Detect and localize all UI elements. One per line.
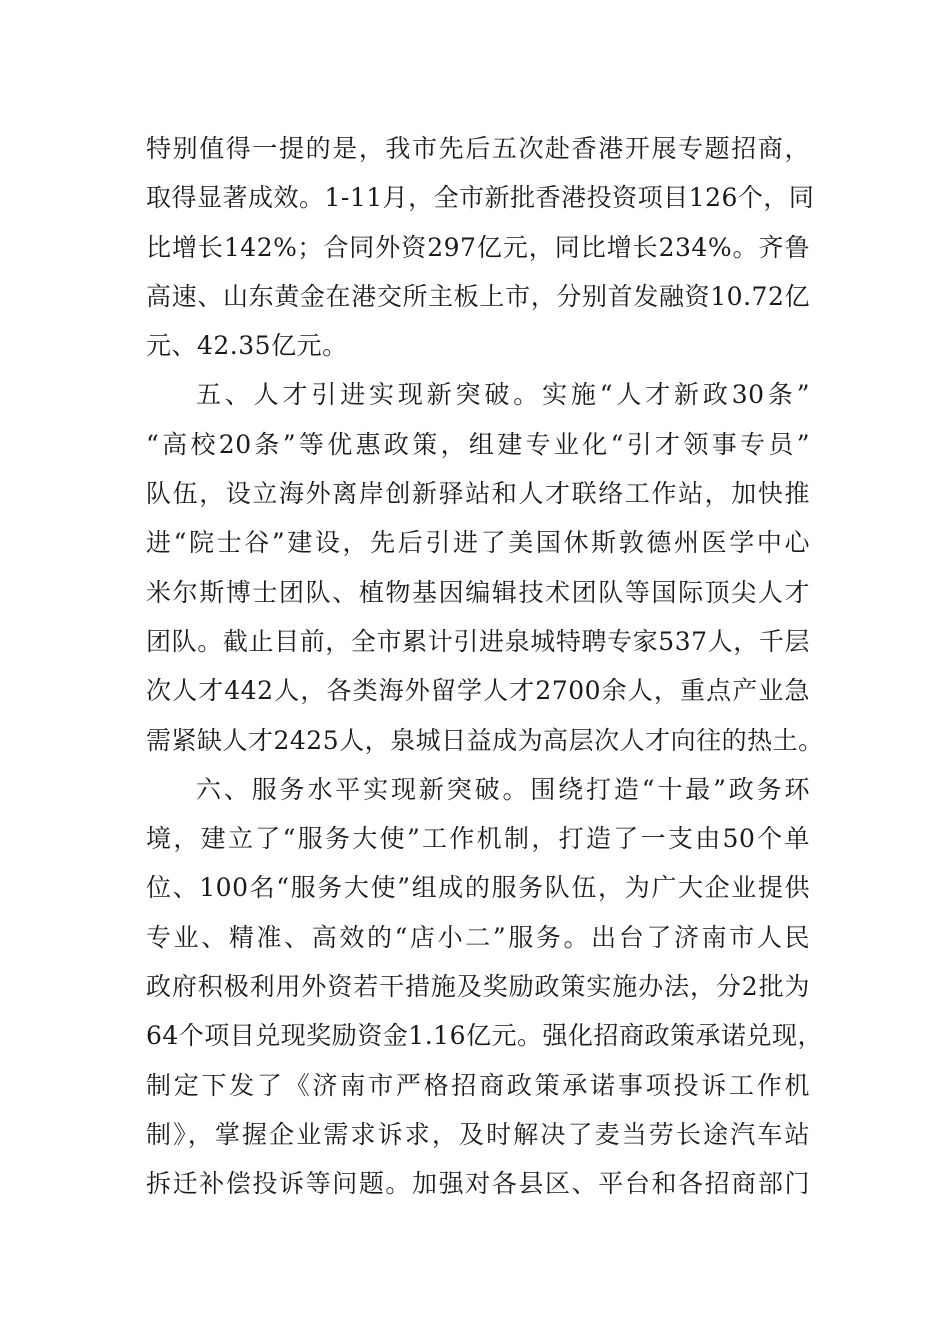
text-line: 米尔斯博士团队、植物基因编辑技术团队等国际顶尖人才 bbox=[146, 577, 810, 607]
text-line: 特别值得一提的是，我市先后五次赴香港开展专题招商， bbox=[146, 134, 810, 163]
document-body bbox=[146, 124, 824, 1209]
text-line: 位、100名“服务大使”组成的服务队伍，为广大企业提供 bbox=[146, 873, 810, 903]
text-line: 64个项目兑现奖励资金1.16亿元。强化招商政策承诺兑现， bbox=[146, 1021, 823, 1051]
text-line: 团队。截止目前，全市累计引进泉城特聘专家537人，千层 bbox=[146, 626, 810, 656]
paragraph-service bbox=[146, 765, 823, 1209]
text-line: 境，建立了“服务大使”工作机制，打造了一支由50个单 bbox=[146, 824, 810, 854]
text-line: 需紧缺人才2425人，泉城日益成为高层次人才向往的热土。 bbox=[146, 725, 824, 755]
text-line: “高校20条”等优惠政策，组建专业化“引才领事专员” bbox=[146, 429, 810, 459]
text-line: 取得显著成效。1-11月，全市新批香港投资项目126个，同 bbox=[146, 183, 815, 213]
paragraph-hk-investment bbox=[146, 124, 815, 370]
text-line: 专业、精准、高效的“店小二”服务。出台了济南市人民 bbox=[146, 922, 810, 952]
text-line: 比增长142%；合同外资297亿元，同比增长234%。齐鲁 bbox=[146, 232, 810, 262]
paragraph-talent bbox=[146, 370, 824, 764]
text-line: 元、42.35亿元。 bbox=[146, 331, 348, 361]
text-line: 五、人才引进实现新突破。实施“人才新政30条” bbox=[196, 380, 810, 410]
text-line: 进“院士谷”建设，先后引进了美国休斯敦德州医学中心 bbox=[146, 528, 810, 558]
text-line: 政府积极利用外资若干措施及奖励政策实施办法，分2批为 bbox=[146, 972, 810, 1002]
text-line: 高速、山东黄金在港交所主板上市，分别首发融资10.72亿 bbox=[146, 281, 810, 311]
text-line: 制》，掌握企业需求诉求，及时解决了麦当劳长途汽车站 bbox=[146, 1119, 810, 1149]
text-line: 次人才442人，各类海外留学人才2700余人，重点产业急 bbox=[146, 676, 810, 706]
text-line: 制定下发了《济南市严格招商政策承诺事项投诉工作机 bbox=[146, 1070, 810, 1100]
text-line: 拆迁补偿投诉等问题。加强对各县区、平台和各招商部门 bbox=[146, 1169, 810, 1199]
text-line: 队伍，设立海外离岸创新驿站和人才联络工作站，加快推 bbox=[146, 479, 810, 509]
text-line: 六、服务水平实现新突破。围绕打造“十最”政务环 bbox=[196, 774, 810, 804]
